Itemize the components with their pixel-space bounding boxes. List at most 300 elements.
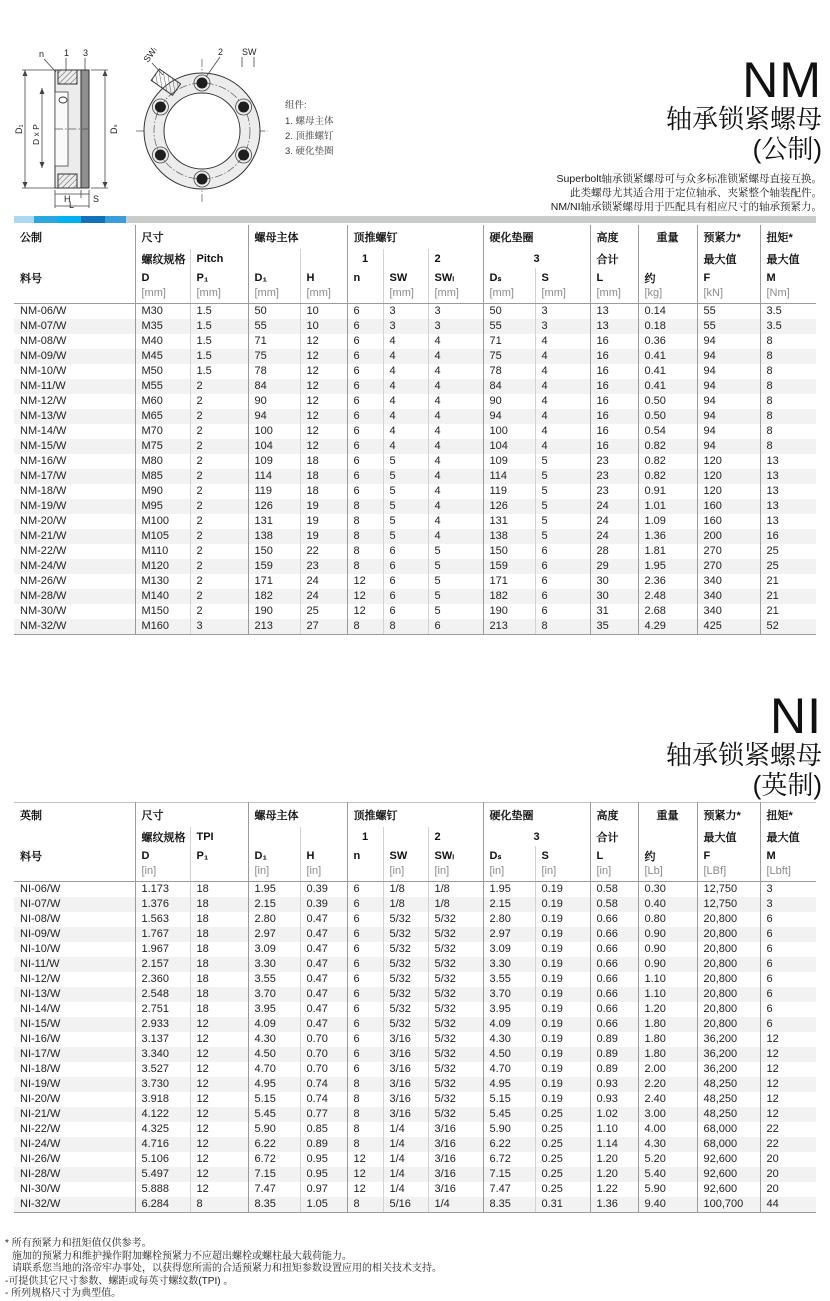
cell-f: 120 [697, 484, 760, 499]
cell-f: 55 [697, 304, 760, 320]
cell-m: 6 [760, 942, 816, 957]
cell-ds: 7.15 [483, 1167, 535, 1182]
cell-f: 55 [697, 319, 760, 334]
cell-ds: 119 [483, 484, 535, 499]
col-group-jackbolts: 顶推螺钉 [347, 225, 483, 249]
subhead-max-f: 最大值 [697, 249, 760, 268]
cell-h: 19 [300, 499, 347, 514]
cell-m: 6 [760, 987, 816, 1002]
cell-f: 92,600 [697, 1167, 760, 1182]
col-group-nut-body: 螺母主体 [248, 803, 347, 828]
col-group-washer: 硬化垫圈 [483, 225, 590, 249]
cell-f: 94 [697, 424, 760, 439]
cell-h: 18 [300, 454, 347, 469]
colhead-m: M [760, 268, 816, 287]
cell-m: 3.5 [760, 304, 816, 320]
cell-f: 94 [697, 394, 760, 409]
cell-m: 6 [760, 912, 816, 927]
cell-l: 0.89 [590, 1062, 638, 1077]
cell-h: 24 [300, 574, 347, 589]
cell-ds: 50 [483, 304, 535, 320]
table-row [14, 972, 816, 987]
cell-part-no: NM-12/W [20, 395, 67, 407]
cell-m: 20 [760, 1182, 816, 1197]
cell-h: 12 [300, 424, 347, 439]
cell-ds: 4.30 [483, 1032, 535, 1047]
cell-d: M60 [135, 394, 190, 409]
cell-m: 25 [760, 544, 816, 559]
cell-p1: 3 [190, 619, 248, 635]
cell-h: 10 [300, 304, 347, 320]
cell-sw: 6 [383, 544, 428, 559]
colhead-n: n [347, 846, 383, 865]
cell-m: 12 [760, 1062, 816, 1077]
cell-d: M85 [135, 469, 190, 484]
col-group-torque: 扭矩* [760, 803, 816, 828]
cell-sw: 4 [383, 409, 428, 424]
cell-swl: 4 [428, 379, 483, 394]
cell-m: 20 [760, 1152, 816, 1167]
cell-swl: 4 [428, 454, 483, 469]
cell-f: 160 [697, 499, 760, 514]
cell-weight: 1.20 [638, 1002, 697, 1017]
table-row [14, 454, 816, 469]
subhead-item1: 1 [347, 827, 383, 846]
cell-swl: 4 [428, 394, 483, 409]
cell-m: 16 [760, 529, 816, 544]
unit-n [347, 287, 383, 304]
cell-weight: 4.29 [638, 619, 697, 635]
cell-p1: 1.5 [190, 334, 248, 349]
unit-sw: [mm] [383, 287, 428, 304]
cell-weight: 0.50 [638, 394, 697, 409]
cell-d: M40 [135, 334, 190, 349]
cell-p1: 12 [190, 1137, 248, 1152]
cell-d1: 109 [248, 454, 300, 469]
cell-sw: 6 [383, 559, 428, 574]
callout-n: n [39, 49, 45, 59]
cell-l: 1.02 [590, 1107, 638, 1122]
cell-p1: 12 [190, 1122, 248, 1137]
cell-n: 6 [347, 364, 383, 379]
cell-f: 20,800 [697, 987, 760, 1002]
cell-n: 12 [347, 574, 383, 589]
table-row [14, 1182, 816, 1197]
cell-d1: 131 [248, 514, 300, 529]
cell-sw: 1/4 [383, 1137, 428, 1152]
table-row [14, 1137, 816, 1152]
subhead-item2: 2 [428, 249, 483, 268]
colhead-swl: SWₗ [428, 268, 483, 287]
cell-part-no: NM-14/W [20, 425, 67, 437]
cell-f: 36,200 [697, 1062, 760, 1077]
cell-d: 2.157 [135, 957, 190, 972]
cell-n: 6 [347, 882, 383, 898]
cell-s: 3 [535, 304, 590, 320]
cell-s: 6 [535, 604, 590, 619]
cell-l: 23 [590, 454, 638, 469]
cell-part-no: NM-15/W [20, 440, 67, 452]
cell-h: 0.70 [300, 1047, 347, 1062]
cell-ds: 190 [483, 604, 535, 619]
cell-n: 8 [347, 544, 383, 559]
cell-f: 340 [697, 574, 760, 589]
col-group-weight: 重量 [638, 803, 697, 828]
cell-s: 6 [535, 544, 590, 559]
colhead-f: F [697, 268, 760, 287]
cell-d: M35 [135, 319, 190, 334]
subhead-item1: 1 [347, 249, 383, 268]
cell-swl: 3/16 [428, 1182, 483, 1197]
cell-p1: 18 [190, 957, 248, 972]
cell-h: 19 [300, 514, 347, 529]
cell-m: 8 [760, 394, 816, 409]
cell-f: 48,250 [697, 1092, 760, 1107]
cell-f: 20,800 [697, 1002, 760, 1017]
cell-n: 8 [347, 1077, 383, 1092]
cell-f: 425 [697, 619, 760, 635]
cell-h: 12 [300, 409, 347, 424]
cell-weight: 1.95 [638, 559, 697, 574]
cell-weight: 3.00 [638, 1107, 697, 1122]
cell-d: M120 [135, 559, 190, 574]
cell-weight: 0.54 [638, 424, 697, 439]
cell-ds: 55 [483, 319, 535, 334]
cell-m: 6 [760, 1017, 816, 1032]
cell-ds: 131 [483, 514, 535, 529]
cell-weight: 0.30 [638, 882, 697, 898]
cell-d1: 94 [248, 409, 300, 424]
cell-swl: 5/32 [428, 1062, 483, 1077]
col-group-size: 尺寸 [135, 803, 248, 828]
cell-f: 200 [697, 529, 760, 544]
cell-s: 0.25 [535, 1107, 590, 1122]
cell-d: 1.767 [135, 927, 190, 942]
cell-d1: 4.30 [248, 1032, 300, 1047]
cell-n: 8 [347, 1197, 383, 1213]
cell-l: 24 [590, 499, 638, 514]
cell-l: 0.93 [590, 1077, 638, 1092]
cell-h: 0.95 [300, 1152, 347, 1167]
cell-s: 8 [535, 619, 590, 635]
cell-f: 94 [697, 334, 760, 349]
unit-weight: [kg] [638, 287, 697, 304]
cell-h: 24 [300, 589, 347, 604]
component-item: 3. 硬化垫圈 [285, 146, 334, 157]
cell-d: M80 [135, 454, 190, 469]
cell-h: 0.47 [300, 972, 347, 987]
cell-ds: 104 [483, 439, 535, 454]
cell-sw: 4 [383, 424, 428, 439]
cell-part-no: NM-18/W [20, 485, 67, 497]
unit-swl: [in] [428, 865, 483, 882]
table-row [14, 499, 816, 514]
cell-ds: 109 [483, 454, 535, 469]
cell-n: 8 [347, 1122, 383, 1137]
cell-swl: 5/32 [428, 972, 483, 987]
cell-weight: 2.00 [638, 1062, 697, 1077]
cell-m: 12 [760, 1032, 816, 1047]
cell-d1: 6.22 [248, 1137, 300, 1152]
cell-part-no: NM-32/W [14, 619, 135, 635]
cell-l: 35 [590, 619, 638, 635]
table-row [14, 469, 816, 484]
cell-n: 12 [347, 1167, 383, 1182]
cell-f: 20,800 [697, 927, 760, 942]
cell-n: 6 [347, 1002, 383, 1017]
cell-s: 0.25 [535, 1167, 590, 1182]
cell-d1: 3.95 [248, 1002, 300, 1017]
cell-swl: 1/8 [428, 897, 483, 912]
unit-l: [mm] [590, 287, 638, 304]
cell-m: 8 [760, 379, 816, 394]
cell-h: 0.95 [300, 1167, 347, 1182]
cell-ds: 90 [483, 394, 535, 409]
cell-l: 30 [590, 589, 638, 604]
cell-h: 12 [300, 379, 347, 394]
cell-s: 0.31 [535, 1197, 590, 1213]
cell-m: 13 [760, 499, 816, 514]
cell-l: 23 [590, 469, 638, 484]
footnote-line: 施加的预紧力和维护操作附加螺栓预紧力不应超出螺栓或螺柱最大载荷能力。 [12, 1250, 352, 1262]
cell-part-no: NM-30/W [20, 605, 67, 617]
cell-h: 0.47 [300, 957, 347, 972]
cell-p1: 18 [190, 972, 248, 987]
cell-l: 0.66 [590, 1017, 638, 1032]
cell-d1: 3.70 [248, 987, 300, 1002]
dim-label-s: S [93, 194, 100, 204]
cell-n: 8 [347, 529, 383, 544]
cell-d1: 159 [248, 559, 300, 574]
cell-d1: 4.70 [248, 1062, 300, 1077]
cell-h: 12 [300, 364, 347, 379]
cell-h: 0.47 [300, 942, 347, 957]
cell-l: 16 [590, 409, 638, 424]
cell-sw: 5/16 [383, 1197, 428, 1213]
col-group-torque: 扭矩* [760, 225, 816, 249]
table-row [14, 1092, 816, 1107]
cell-weight: 4.30 [638, 1137, 697, 1152]
cell-part-no: NI-28/W [20, 1168, 61, 1180]
footnote-line: * 所有预紧力和扭矩值仅供参考。 [5, 1238, 152, 1249]
cell-weight: 5.40 [638, 1167, 697, 1182]
cell-weight: 0.91 [638, 484, 697, 499]
cell-n: 6 [347, 394, 383, 409]
cell-swl: 6 [428, 619, 483, 635]
cell-part-no: NM-13/W [20, 410, 67, 422]
cell-l: 23 [590, 484, 638, 499]
cell-n: 6 [347, 987, 383, 1002]
cell-s: 6 [535, 559, 590, 574]
cell-l: 16 [590, 379, 638, 394]
cell-weight: 1.80 [638, 1017, 697, 1032]
cell-d: 5.497 [135, 1167, 190, 1182]
cell-p1: 1.5 [190, 364, 248, 379]
table-row [14, 1062, 816, 1077]
cell-d: 5.888 [135, 1182, 190, 1197]
col-group-jackbolts: 顶推螺钉 [347, 803, 483, 828]
cell-weight: 5.90 [638, 1182, 697, 1197]
cell-part-no: NI-17/W [20, 1048, 61, 1060]
col-group-washer: 硬化垫圈 [483, 803, 590, 828]
table-row [14, 604, 816, 619]
colhead-m: M [760, 846, 816, 865]
cell-s: 0.19 [535, 927, 590, 942]
cell-f: 340 [697, 589, 760, 604]
cell-part-no: NM-11/W [20, 380, 66, 392]
col-group-preload: 预紧力* [697, 225, 760, 249]
cell-p1: 18 [190, 1002, 248, 1017]
cell-swl: 4 [428, 364, 483, 379]
colhead-weight: 约 [638, 846, 697, 865]
cell-l: 16 [590, 334, 638, 349]
cell-ds: 3.70 [483, 987, 535, 1002]
callout-1: 1 [64, 48, 70, 58]
cell-weight: 2.48 [638, 589, 697, 604]
cell-f: 20,800 [697, 972, 760, 987]
nm-series-subtitle: (公制) [752, 134, 822, 164]
cell-part-no: NM-26/W [20, 575, 67, 587]
cell-sw: 4 [383, 379, 428, 394]
col-group-preload: 预紧力* [697, 803, 760, 828]
table-row [14, 334, 816, 349]
col-group-height: 高度 [590, 803, 638, 828]
cell-part-no: NI-11/W [20, 958, 60, 970]
col-group-nut-body: 螺母主体 [248, 225, 347, 249]
cell-m: 12 [760, 1047, 816, 1062]
cell-weight: 9.40 [638, 1197, 697, 1213]
cell-p1: 12 [190, 1062, 248, 1077]
cell-s: 0.25 [535, 1182, 590, 1197]
cell-ds: 171 [483, 574, 535, 589]
cell-d: 4.716 [135, 1137, 190, 1152]
cell-l: 0.66 [590, 957, 638, 972]
colhead-sw: SW [383, 268, 428, 287]
unit-h: [mm] [300, 287, 347, 304]
cell-ds: 4.09 [483, 1017, 535, 1032]
cell-swl: 5/32 [428, 957, 483, 972]
cell-part-no: NI-21/W [20, 1108, 61, 1120]
footnote-line: - 所列规格尺寸为典型值。 [5, 1288, 122, 1299]
cell-d: 4.325 [135, 1122, 190, 1137]
cell-ds: 100 [483, 424, 535, 439]
cell-d1: 4.50 [248, 1047, 300, 1062]
subhead-thread: 螺纹规格 [135, 827, 190, 846]
cell-n: 12 [347, 1182, 383, 1197]
cell-d: 3.730 [135, 1077, 190, 1092]
cell-s: 0.19 [535, 1017, 590, 1032]
cell-sw: 6 [383, 604, 428, 619]
cell-f: 270 [697, 559, 760, 574]
colhead-l: L [590, 268, 638, 287]
cell-d: 6.284 [135, 1197, 190, 1213]
cell-d: M65 [135, 409, 190, 424]
table-row [14, 364, 816, 379]
cell-n: 6 [347, 927, 383, 942]
cell-swl: 5/32 [428, 1047, 483, 1062]
cell-weight: 1.80 [638, 1047, 697, 1062]
cell-n: 6 [347, 424, 383, 439]
cell-swl: 5 [428, 559, 483, 574]
cell-l: 29 [590, 559, 638, 574]
unit-d: [mm] [135, 287, 190, 304]
colhead-part-no: 料号 [20, 850, 42, 863]
unit-s: [mm] [535, 287, 590, 304]
colhead-swl: SWₗ [428, 846, 483, 865]
cell-l: 13 [590, 319, 638, 334]
cell-swl: 3/16 [428, 1137, 483, 1152]
cell-weight: 1.36 [638, 529, 697, 544]
colhead-part-no: 料号 [20, 272, 42, 285]
cell-m: 3 [760, 882, 816, 898]
table-row [14, 529, 816, 544]
cell-weight: 0.82 [638, 469, 697, 484]
cell-sw: 4 [383, 349, 428, 364]
component-list [285, 98, 334, 159]
cell-ds: 138 [483, 529, 535, 544]
col-group-part: 英制 [20, 810, 42, 822]
cell-f: 94 [697, 409, 760, 424]
cell-d: 2.751 [135, 1002, 190, 1017]
cell-n: 6 [347, 912, 383, 927]
cell-swl: 3 [428, 319, 483, 334]
cell-swl: 3/16 [428, 1167, 483, 1182]
cell-ds: 3.55 [483, 972, 535, 987]
table-row [14, 589, 816, 604]
cell-n: 8 [347, 1137, 383, 1152]
cell-d: M160 [135, 619, 190, 635]
cell-swl: 5 [428, 589, 483, 604]
cell-m: 8 [760, 349, 816, 364]
cell-h: 12 [300, 394, 347, 409]
cell-m: 44 [760, 1197, 816, 1213]
cell-l: 30 [590, 574, 638, 589]
cell-swl: 5/32 [428, 1077, 483, 1092]
cell-h: 0.47 [300, 987, 347, 1002]
cell-swl: 4 [428, 334, 483, 349]
cell-weight: 0.90 [638, 927, 697, 942]
cell-part-no: NI-10/W [20, 943, 61, 955]
cell-sw: 3 [383, 319, 428, 334]
cell-d1: 5.90 [248, 1122, 300, 1137]
table-row [14, 349, 816, 364]
cell-sw: 1/4 [383, 1167, 428, 1182]
cell-weight: 5.20 [638, 1152, 697, 1167]
nm-series-description: Superbolt轴承锁紧螺母可与众多标准锁紧螺母直接互换。 此类螺母尤其适合用于定位轴承、夹紧整个轴装配件。 NM/NI轴承锁紧螺母用于匹配具有相应尺寸的轴承预紧力。 [550, 173, 822, 213]
cell-part-no: NI-06/W [20, 883, 61, 895]
cell-n: 8 [347, 499, 383, 514]
cell-part-no: NI-14/W [20, 1003, 61, 1015]
cell-sw: 5/32 [383, 927, 428, 942]
cell-p1: 18 [190, 942, 248, 957]
cell-d1: 6.72 [248, 1152, 300, 1167]
cell-f: 100,700 [697, 1197, 760, 1213]
cell-swl: 3 [428, 304, 483, 320]
cell-d1: 75 [248, 349, 300, 364]
cell-s: 0.19 [535, 1077, 590, 1092]
front-view-drawing [130, 45, 270, 205]
cell-n: 8 [347, 1107, 383, 1122]
cell-ds: 5.90 [483, 1122, 535, 1137]
cell-ds: 1.95 [483, 882, 535, 898]
cell-m: 8 [760, 439, 816, 454]
table-row [14, 1077, 816, 1092]
colhead-ds: Dₛ [483, 268, 535, 287]
cell-d: M90 [135, 484, 190, 499]
cell-f: 36,200 [697, 1032, 760, 1047]
cell-n: 6 [347, 957, 383, 972]
table-row [14, 1152, 816, 1167]
